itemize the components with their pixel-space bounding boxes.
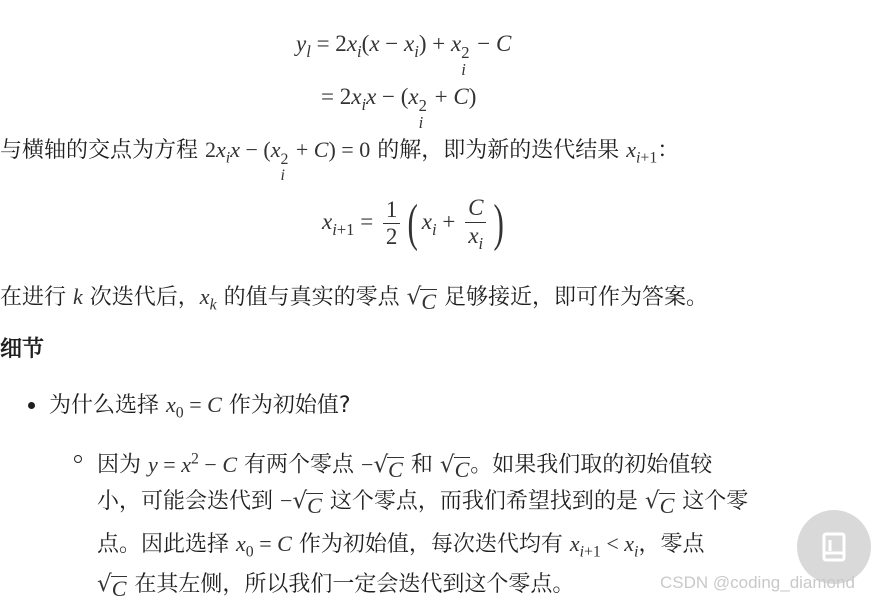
bullet-item-initial-value: 为什么选择 $x_0 = C$ 作为初始值? xyxy=(49,392,351,422)
equation-line-2: = $2x_ix - (x$ 2 i + C) xyxy=(321,83,477,132)
iteration-formula: $x_{i+1}$ = $\frac{1}{2}$ ( $x_i$ + $\frac{C}{x_i}$ ) xyxy=(322,194,505,253)
sub-bullet-line-2: 小，可能会迭代到 − √ C 这个零点，而我们希望找到的是 √ C 这个零 xyxy=(97,485,748,518)
inline-math-pos-sqrt-c: √ C xyxy=(439,451,470,482)
sub-bullet-line-1: 因为 $y = x^2 - C$ 有两个零点 − √ C 和 √ C 。如果我们取的初始值较 xyxy=(97,450,713,482)
inline-math-sqrt-c-3: √ C xyxy=(97,571,127,601)
convergence-paragraph: 在进行 k 次迭代后，$x_k$ 的值与真实的零点 √ C 足够接近，即可作为答案。 xyxy=(0,281,708,322)
half-fraction: $\frac{1}{2}$ xyxy=(383,197,401,251)
inline-math-neg-sqrt-c-2: − √ C xyxy=(280,488,322,518)
bullet-dot-icon xyxy=(28,402,35,409)
bullet-circle-icon xyxy=(74,455,82,463)
sub-bullet-line-4: √ C 在其左侧，所以我们一定会迭代到这个零点。 xyxy=(97,568,574,601)
inline-math-xk: $x_k$ xyxy=(199,284,217,314)
csdn-watermark: CSDN @coding_diamond xyxy=(660,573,855,592)
inline-math-x0-eq-c-2: $x_0 = C$ xyxy=(236,531,292,561)
inline-math-parabola: $y = x^2 - C$ xyxy=(148,450,237,477)
tangent-line-equation xyxy=(296,26,511,131)
inline-math-root-equation: $2x_ix - (x$ 2 i + C) = 0 xyxy=(205,137,371,184)
inline-math-sqrt-c-2: √ C xyxy=(644,488,675,518)
section-heading: 细节 xyxy=(0,337,45,362)
inline-math-next-iterate: $x_{i+1}$ xyxy=(626,137,658,167)
inline-math-x0-eq-c: $x_0 = C$ xyxy=(166,392,222,422)
inline-math-inequality: $x_{i+1} < x_i$ xyxy=(569,531,639,561)
sub-bullet-line-3: 点。因此选择 $x_0 = C$ 作为初始值，每次迭代均有 $x_{i+1} < x_i$，零点 xyxy=(97,531,705,561)
c-over-xi-fraction: $\frac{C}{x_i}$ xyxy=(465,195,486,252)
intersection-paragraph: 与横轴的交点为方程 $2x_ix - (x$ 2 i + C) = 0 的解，即为新的迭代结果 $x_{i+1}$： xyxy=(0,137,680,184)
equation-line-1: $y_l = 2x_i(x - x_i) + x$ 2 i − C xyxy=(296,31,512,79)
article-icon xyxy=(819,531,849,563)
inline-math-neg-sqrt-c: − √ C xyxy=(361,451,403,482)
inline-math-sqrt-c: √ C xyxy=(406,284,437,314)
